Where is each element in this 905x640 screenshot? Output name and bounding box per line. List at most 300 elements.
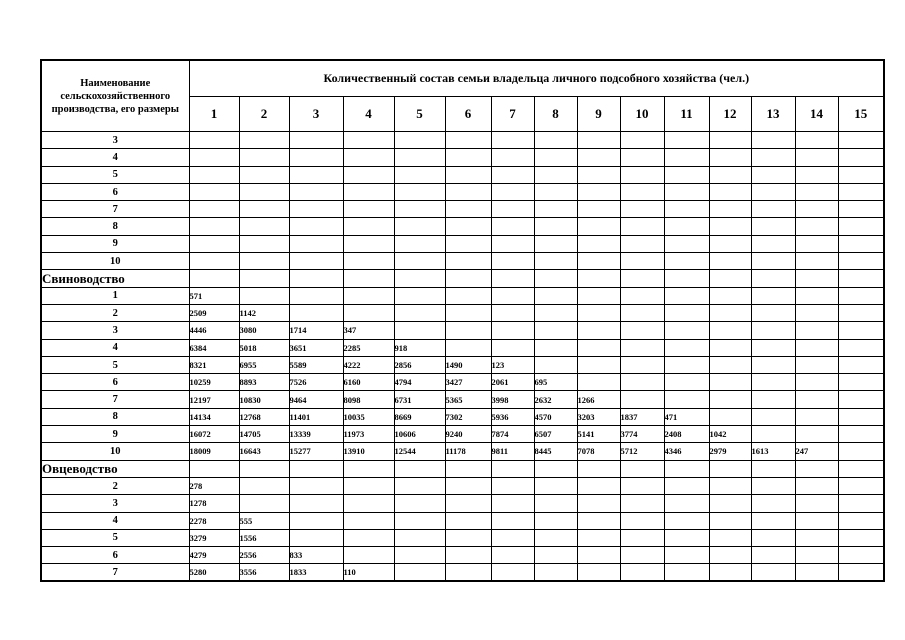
table-cell <box>491 201 534 218</box>
table-cell <box>289 132 343 149</box>
table-cell <box>577 166 620 183</box>
table-cell <box>838 477 884 494</box>
table-cell <box>534 529 577 546</box>
table-cell <box>343 529 394 546</box>
table-cell <box>838 564 884 581</box>
table-cell <box>664 374 709 391</box>
row-size-label: 3 <box>41 132 189 149</box>
table-cell: 4570 <box>534 408 577 425</box>
table-cell <box>620 477 664 494</box>
table-cell: 4222 <box>343 356 394 373</box>
table-cell <box>795 201 838 218</box>
table-body <box>41 132 884 582</box>
table-cell <box>239 183 289 200</box>
table-cell <box>534 235 577 252</box>
column-number-header: 15 <box>838 96 884 132</box>
table-cell <box>394 460 445 477</box>
table-cell <box>795 183 838 200</box>
table-cell <box>491 253 534 270</box>
table-cell <box>534 339 577 356</box>
row-size-label: 7 <box>41 564 189 581</box>
table-cell <box>620 270 664 287</box>
table-cell: 2509 <box>189 304 239 321</box>
table-row <box>41 183 884 200</box>
table-cell <box>620 235 664 252</box>
table-cell <box>491 132 534 149</box>
table-cell <box>795 356 838 373</box>
table-cell <box>838 235 884 252</box>
table-cell <box>491 183 534 200</box>
table-cell <box>394 512 445 529</box>
table-row <box>41 443 884 460</box>
table-cell <box>343 235 394 252</box>
table-cell: 6160 <box>343 374 394 391</box>
table-cell: 7874 <box>491 426 534 443</box>
table-cell <box>664 201 709 218</box>
table-cell <box>491 564 534 581</box>
table-cell <box>577 322 620 339</box>
table-cell <box>289 149 343 166</box>
table-cell <box>577 339 620 356</box>
table-cell <box>795 426 838 443</box>
table-cell <box>577 356 620 373</box>
table-cell <box>838 287 884 304</box>
table-cell <box>445 512 491 529</box>
table-cell <box>289 270 343 287</box>
table-cell <box>394 495 445 512</box>
table-cell <box>795 235 838 252</box>
table-row <box>41 356 884 373</box>
table-cell <box>577 374 620 391</box>
table-cell <box>795 132 838 149</box>
row-size-label: 6 <box>41 374 189 391</box>
table-cell <box>577 512 620 529</box>
table-cell <box>751 339 795 356</box>
table-cell <box>534 495 577 512</box>
table-cell <box>343 460 394 477</box>
table-cell <box>445 132 491 149</box>
row-size-label: 8 <box>41 218 189 235</box>
table-row <box>41 564 884 581</box>
table-cell <box>491 166 534 183</box>
row-size-label: 5 <box>41 529 189 546</box>
table-cell <box>394 270 445 287</box>
table-cell: 4446 <box>189 322 239 339</box>
table-cell <box>343 183 394 200</box>
table-cell: 18009 <box>189 443 239 460</box>
table-cell <box>394 287 445 304</box>
table-cell <box>343 304 394 321</box>
table-cell <box>664 391 709 408</box>
table-cell <box>289 287 343 304</box>
table-cell <box>620 149 664 166</box>
table-cell <box>577 235 620 252</box>
table-cell: 2285 <box>343 339 394 356</box>
table-cell <box>664 166 709 183</box>
table-row <box>41 235 884 252</box>
table-cell <box>709 287 751 304</box>
table-cell <box>189 270 239 287</box>
table-cell <box>751 304 795 321</box>
table-cell <box>795 322 838 339</box>
table-cell <box>577 253 620 270</box>
table-cell: 2556 <box>239 547 289 564</box>
table-row <box>41 132 884 149</box>
table-cell <box>445 235 491 252</box>
table-cell <box>620 253 664 270</box>
table-cell <box>664 253 709 270</box>
table-cell <box>577 149 620 166</box>
table-cell <box>491 339 534 356</box>
table-cell <box>445 287 491 304</box>
row-size-label: 10 <box>41 443 189 460</box>
table-cell <box>239 218 289 235</box>
column-number-header: 6 <box>445 96 491 132</box>
table-cell <box>445 149 491 166</box>
table-cell <box>343 166 394 183</box>
table-cell <box>709 201 751 218</box>
table-cell <box>709 529 751 546</box>
row-size-label: 5 <box>41 166 189 183</box>
table-row <box>41 391 884 408</box>
table-cell <box>664 149 709 166</box>
table-cell <box>838 547 884 564</box>
table-cell <box>577 460 620 477</box>
column-number-header: 11 <box>664 96 709 132</box>
table-cell: 347 <box>343 322 394 339</box>
table-cell <box>838 443 884 460</box>
table-cell: 1613 <box>751 443 795 460</box>
table-cell <box>394 547 445 564</box>
table-cell: 10035 <box>343 408 394 425</box>
table-cell <box>709 253 751 270</box>
table-row <box>41 304 884 321</box>
table-cell <box>577 304 620 321</box>
table-row <box>41 512 884 529</box>
table-cell <box>664 460 709 477</box>
table-cell <box>664 270 709 287</box>
table-cell <box>343 477 394 494</box>
table-cell <box>795 270 838 287</box>
table-cell <box>751 460 795 477</box>
table-cell <box>709 460 751 477</box>
table-cell <box>577 564 620 581</box>
table-cell <box>620 304 664 321</box>
table-cell: 4279 <box>189 547 239 564</box>
table-cell <box>620 460 664 477</box>
table-cell <box>664 132 709 149</box>
table-cell <box>189 235 239 252</box>
table-row <box>41 201 884 218</box>
table-cell <box>664 339 709 356</box>
column-number-header: 13 <box>751 96 795 132</box>
table-cell <box>289 477 343 494</box>
table-cell <box>620 132 664 149</box>
table-cell <box>795 339 838 356</box>
table-cell <box>709 218 751 235</box>
table-cell <box>289 529 343 546</box>
table-cell: 3998 <box>491 391 534 408</box>
table-cell: 2979 <box>709 443 751 460</box>
table-cell <box>239 166 289 183</box>
table-cell: 1490 <box>445 356 491 373</box>
table-cell <box>394 218 445 235</box>
table-cell: 9811 <box>491 443 534 460</box>
table-cell: 13339 <box>289 426 343 443</box>
table-cell <box>189 201 239 218</box>
table-cell <box>795 166 838 183</box>
table-cell <box>289 460 343 477</box>
table-cell <box>577 547 620 564</box>
table-cell: 12197 <box>189 391 239 408</box>
table-cell <box>189 183 239 200</box>
table-row <box>41 495 884 512</box>
table-cell <box>751 287 795 304</box>
table-cell <box>795 512 838 529</box>
table-cell <box>445 270 491 287</box>
table-cell <box>534 512 577 529</box>
table-cell: 15277 <box>289 443 343 460</box>
table-cell <box>394 166 445 183</box>
table-cell <box>664 512 709 529</box>
table-cell <box>445 183 491 200</box>
table-row <box>41 253 884 270</box>
table-cell: 5936 <box>491 408 534 425</box>
table-cell <box>751 322 795 339</box>
table-cell <box>795 391 838 408</box>
column-number-header: 2 <box>239 96 289 132</box>
table-cell: 12768 <box>239 408 289 425</box>
table-cell <box>751 270 795 287</box>
table-cell <box>289 166 343 183</box>
row-size-label: 4 <box>41 149 189 166</box>
table-cell: 2408 <box>664 426 709 443</box>
table-cell: 278 <box>189 477 239 494</box>
table-cell: 5712 <box>620 443 664 460</box>
table-cell <box>838 426 884 443</box>
row-size-label: 6 <box>41 183 189 200</box>
table-cell <box>795 529 838 546</box>
table-cell <box>534 218 577 235</box>
row-size-label: 3 <box>41 495 189 512</box>
table-cell <box>709 547 751 564</box>
table-cell <box>751 149 795 166</box>
table-cell <box>751 201 795 218</box>
table-cell <box>795 149 838 166</box>
table-cell <box>577 132 620 149</box>
table-cell: 7526 <box>289 374 343 391</box>
table-cell <box>709 322 751 339</box>
table-cell <box>751 564 795 581</box>
table-cell: 10259 <box>189 374 239 391</box>
table-cell <box>751 426 795 443</box>
table-row <box>41 339 884 356</box>
table-cell: 6507 <box>534 426 577 443</box>
table-cell <box>445 460 491 477</box>
table-cell: 11178 <box>445 443 491 460</box>
table-cell <box>343 547 394 564</box>
table-cell <box>534 356 577 373</box>
table-cell <box>491 218 534 235</box>
table-cell: 8669 <box>394 408 445 425</box>
table-cell <box>534 166 577 183</box>
table-cell <box>534 270 577 287</box>
table-cell <box>664 356 709 373</box>
table-cell: 3279 <box>189 529 239 546</box>
table-cell <box>394 322 445 339</box>
table-cell: 3427 <box>445 374 491 391</box>
section-title: Овцеводство <box>41 460 189 477</box>
table-cell <box>838 408 884 425</box>
table-cell: 10830 <box>239 391 289 408</box>
table-cell: 110 <box>343 564 394 581</box>
table-cell <box>534 183 577 200</box>
table-cell <box>795 495 838 512</box>
table-cell <box>709 495 751 512</box>
column-number-header: 1 <box>189 96 239 132</box>
table-cell <box>620 339 664 356</box>
table-cell <box>838 460 884 477</box>
table-cell <box>445 304 491 321</box>
table-cell: 10606 <box>394 426 445 443</box>
table-cell: 3774 <box>620 426 664 443</box>
table-cell <box>491 304 534 321</box>
table-cell: 14134 <box>189 408 239 425</box>
table-cell <box>189 253 239 270</box>
table-cell: 1042 <box>709 426 751 443</box>
table-cell <box>838 495 884 512</box>
table-cell <box>394 132 445 149</box>
table-cell <box>343 201 394 218</box>
table-cell <box>751 529 795 546</box>
table-cell <box>709 235 751 252</box>
table-row <box>41 218 884 235</box>
table-cell <box>239 460 289 477</box>
table-cell <box>343 287 394 304</box>
table-cell <box>664 477 709 494</box>
table-cell <box>620 564 664 581</box>
table-cell <box>343 218 394 235</box>
table-cell <box>577 183 620 200</box>
table-cell: 6731 <box>394 391 445 408</box>
column-number-header: 8 <box>534 96 577 132</box>
table-cell <box>239 149 289 166</box>
table-cell <box>394 149 445 166</box>
table-cell <box>620 356 664 373</box>
table-cell <box>664 495 709 512</box>
table-cell: 833 <box>289 547 343 564</box>
table-cell: 1556 <box>239 529 289 546</box>
table-cell <box>189 132 239 149</box>
table-cell <box>491 235 534 252</box>
table-row <box>41 426 884 443</box>
table-cell <box>239 253 289 270</box>
table-cell <box>445 477 491 494</box>
table-cell <box>795 547 838 564</box>
table-cell <box>534 149 577 166</box>
table-cell <box>239 477 289 494</box>
table-cell <box>838 322 884 339</box>
row-size-label: 6 <box>41 547 189 564</box>
table-cell: 2632 <box>534 391 577 408</box>
table-cell: 16072 <box>189 426 239 443</box>
table-cell <box>751 512 795 529</box>
table-cell <box>445 201 491 218</box>
table-cell <box>289 512 343 529</box>
table-cell: 6384 <box>189 339 239 356</box>
table-cell <box>289 183 343 200</box>
table-cell <box>620 166 664 183</box>
table-cell <box>751 374 795 391</box>
table-cell <box>709 477 751 494</box>
table-cell <box>491 287 534 304</box>
table-cell <box>445 339 491 356</box>
row-size-label: 5 <box>41 356 189 373</box>
table-cell <box>709 183 751 200</box>
table-cell: 5018 <box>239 339 289 356</box>
table-cell <box>709 374 751 391</box>
table-cell <box>445 495 491 512</box>
table-cell <box>534 460 577 477</box>
row-size-label: 4 <box>41 512 189 529</box>
table-cell <box>394 477 445 494</box>
table-cell <box>445 253 491 270</box>
table-cell <box>709 132 751 149</box>
table-cell <box>343 132 394 149</box>
table-cell <box>394 183 445 200</box>
table-cell <box>838 529 884 546</box>
table-cell <box>620 495 664 512</box>
table-cell <box>394 201 445 218</box>
table-row <box>41 477 884 494</box>
table-cell <box>289 304 343 321</box>
table-cell <box>795 374 838 391</box>
table-cell <box>838 132 884 149</box>
table-cell <box>534 132 577 149</box>
table-cell <box>289 218 343 235</box>
table-cell <box>620 374 664 391</box>
table-cell <box>620 512 664 529</box>
table-cell: 13910 <box>343 443 394 460</box>
table-cell: 8321 <box>189 356 239 373</box>
table-cell <box>664 322 709 339</box>
column-number-header: 9 <box>577 96 620 132</box>
table-cell <box>289 495 343 512</box>
table-cell <box>709 564 751 581</box>
table-cell <box>709 356 751 373</box>
table-cell <box>795 408 838 425</box>
table-cell <box>534 547 577 564</box>
table-cell: 918 <box>394 339 445 356</box>
table-cell <box>394 304 445 321</box>
table-cell <box>751 183 795 200</box>
table-cell <box>664 529 709 546</box>
table-cell <box>709 408 751 425</box>
section-row <box>41 460 884 477</box>
table-cell <box>751 391 795 408</box>
table-cell <box>795 304 838 321</box>
table-cell <box>664 547 709 564</box>
row-size-label: 2 <box>41 477 189 494</box>
table-cell <box>838 374 884 391</box>
table-cell: 5365 <box>445 391 491 408</box>
table-row <box>41 166 884 183</box>
table-cell <box>664 564 709 581</box>
table-row <box>41 374 884 391</box>
table-cell <box>838 339 884 356</box>
column-number-header: 14 <box>795 96 838 132</box>
table-cell <box>491 512 534 529</box>
